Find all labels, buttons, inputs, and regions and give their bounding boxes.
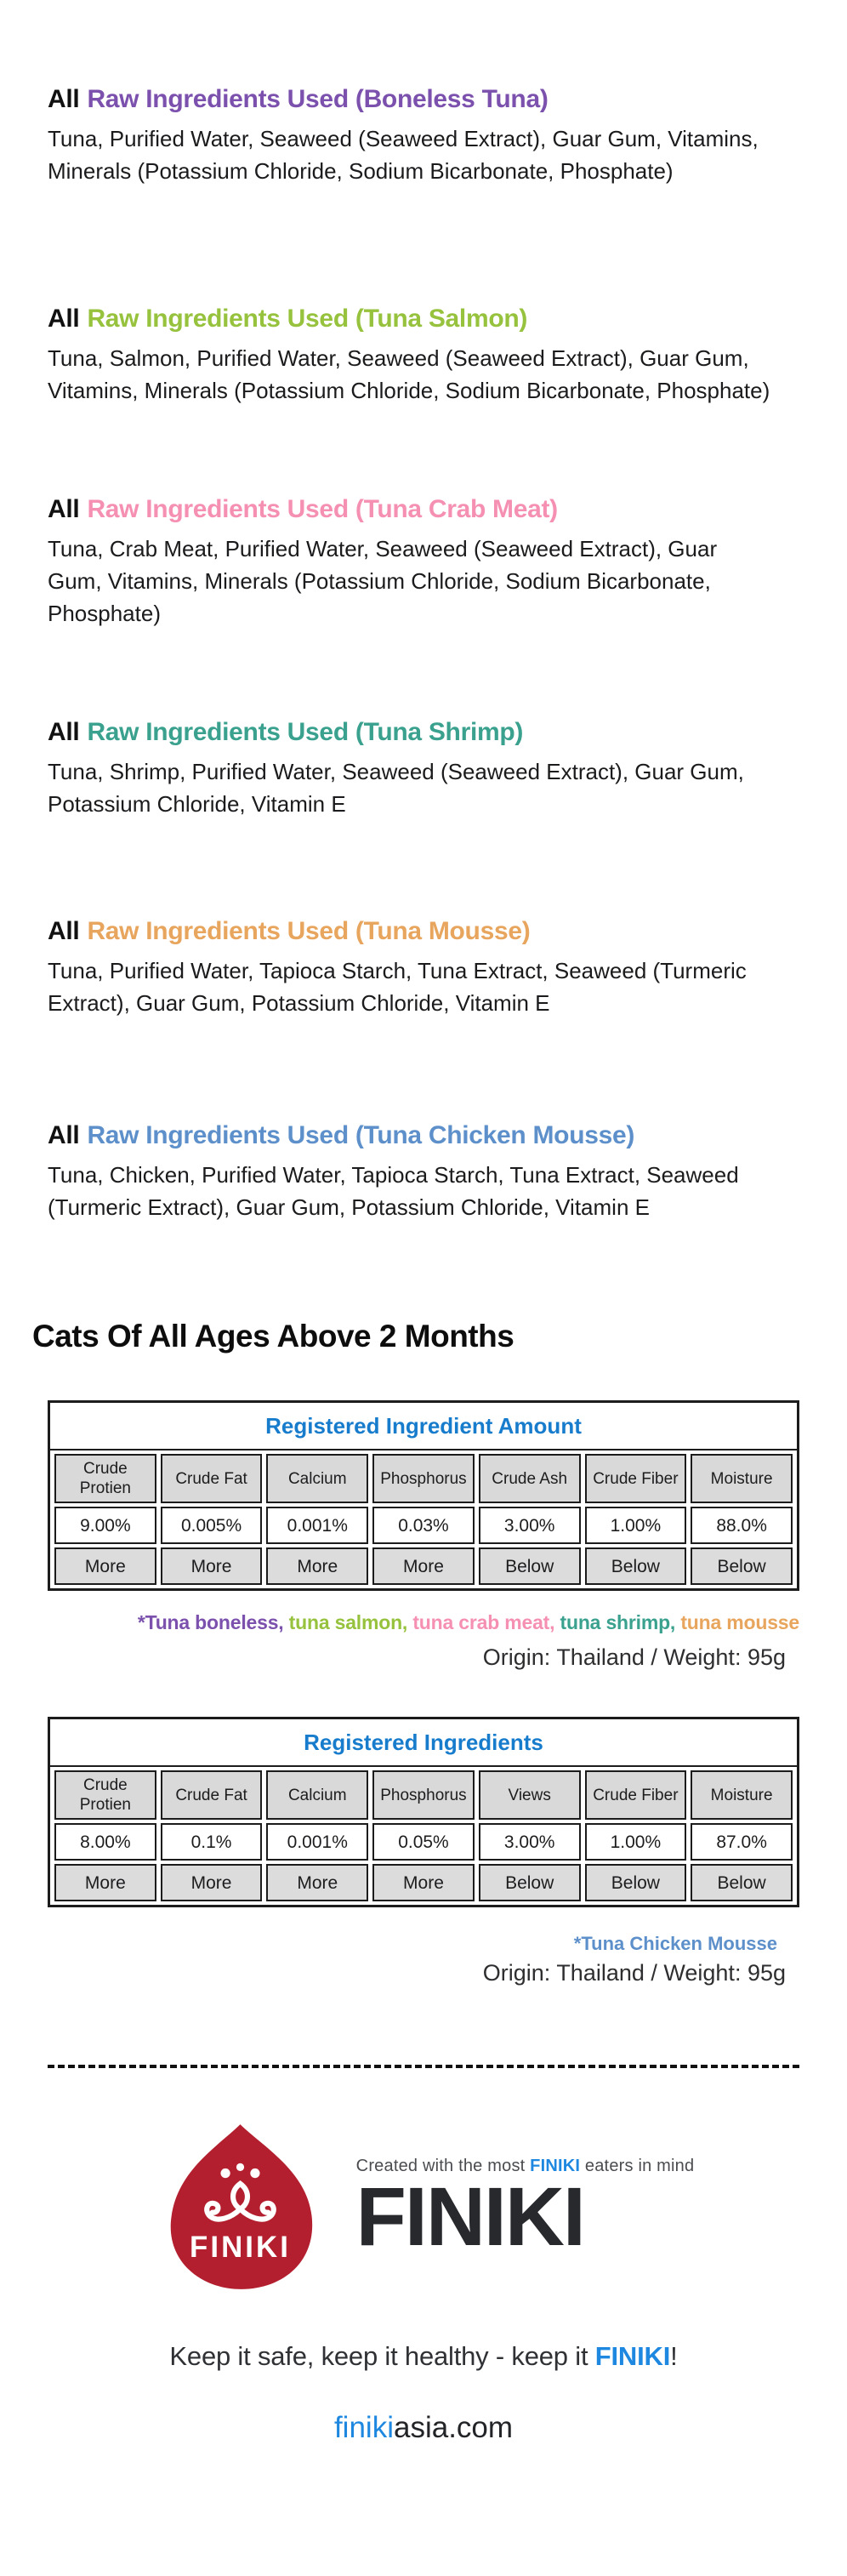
flavour-crab-meat: tuna crab meat, <box>412 1611 560 1633</box>
section-heading-prefix: All <box>48 1121 80 1149</box>
qualifier-cell: Below <box>585 1547 687 1585</box>
registered-ingredient-amount-table <box>48 1400 799 1591</box>
section-heading-title: Raw Ingredients Used (Tuna Chicken Mousse) <box>87 1121 635 1149</box>
chicken-mousse-footnote: *Tuna Chicken Mousse <box>573 1933 777 1954</box>
value-cell: 0.05% <box>372 1823 475 1861</box>
dashed-divider <box>48 2065 799 2068</box>
header-cell: Calcium <box>266 1454 368 1503</box>
value-cell: 8.00% <box>54 1823 156 1861</box>
qualifier-cell: Below <box>691 1547 793 1585</box>
value-cell: 0.001% <box>266 1507 368 1544</box>
table-grid <box>50 1767 797 1905</box>
value-cell: 1.00% <box>585 1823 687 1861</box>
section-heading-title: Raw Ingredients Used (Tuna Mousse) <box>87 917 531 945</box>
ingredients-text: Tuna, Salmon, Purified Water, Seaweed (Seaweed Extract), Guar Gum, Vitamins, Minerals (Potassium Chloride, Sodium Bicarbonate, Phosphate) <box>48 345 770 403</box>
table-title: Registered Ingredient Amount <box>50 1403 797 1450</box>
ingredients-text: Tuna, Purified Water, Tapioca Starch, Tuna Extract, Seaweed (Turmeric Extract), Guar Gum, Potassium Chloride, Vitamin E <box>48 958 747 1016</box>
section-tuna-chicken-mousse <box>48 1121 799 1223</box>
section-tuna-shrimp <box>48 718 799 820</box>
header-cell: Moisture <box>691 1770 793 1820</box>
logo-blob-shape <box>153 2119 327 2294</box>
brand-wordmark-block <box>355 2157 695 2263</box>
flavour-mousse: tuna mousse <box>680 1611 799 1633</box>
section-heading <box>48 85 799 114</box>
header-cell: Crude Fiber <box>585 1454 687 1503</box>
flavour-footnote <box>48 1611 799 1634</box>
section-heading-prefix: All <box>48 85 80 113</box>
value-cell: 3.00% <box>479 1823 581 1861</box>
brand-wordmark: FINIKI <box>355 2170 584 2263</box>
table-header-row <box>54 1454 793 1503</box>
header-cell: Views <box>479 1770 581 1820</box>
value-cell: 3.00% <box>479 1507 581 1544</box>
section-heading-title: Raw Ingredients Used (Boneless Tuna) <box>87 85 549 113</box>
header-cell: Calcium <box>266 1770 368 1820</box>
flavour-shrimp: tuna shrimp, <box>560 1611 681 1633</box>
section-heading <box>48 495 799 524</box>
origin-weight-line: Origin: Thailand / Weight: 95g <box>482 1960 786 1986</box>
section-heading-prefix: All <box>48 917 80 945</box>
tagline-pre: Created with the most <box>355 2157 531 2175</box>
flavour-salmon: tuna salmon, <box>288 1611 413 1633</box>
section-heading-title: Raw Ingredients Used (Tuna Shrimp) <box>87 718 524 746</box>
header-cell: Crude Protien <box>54 1454 156 1503</box>
slogan-post: ! <box>670 2341 678 2371</box>
flavour-boneless: *Tuna boneless, <box>137 1611 289 1633</box>
header-cell: Crude Fat <box>161 1770 263 1820</box>
section-heading <box>48 718 799 747</box>
qualifier-cell: More <box>161 1864 263 1901</box>
value-cell: 87.0% <box>691 1823 793 1861</box>
section-boneless-tuna <box>48 85 799 187</box>
value-cell: 88.0% <box>691 1507 793 1544</box>
section-heading-prefix: All <box>48 718 80 746</box>
header-cell: Crude Fat <box>161 1454 263 1503</box>
section-tuna-crab-meat <box>48 495 799 630</box>
section-heading-title: Raw Ingredients Used (Tuna Salmon) <box>87 305 528 333</box>
section-heading <box>48 917 799 946</box>
header-cell: Phosphorus <box>372 1770 475 1820</box>
qualifier-cell: More <box>372 1547 475 1585</box>
ingredients-text: Tuna, Chicken, Purified Water, Tapioca Starch, Tuna Extract, Seaweed (Turmeric Extract), Guar Gum, Potassium Chloride, Vitamin E <box>48 1162 739 1220</box>
finiki-logo-badge <box>153 2119 327 2294</box>
table-qualifier-row <box>54 1864 793 1901</box>
brand-slogan <box>48 2341 799 2372</box>
website-rest: asia.com <box>393 2411 514 2444</box>
slogan-pre: Keep it safe, keep it healthy - keep it <box>169 2341 595 2371</box>
table-qualifier-row <box>54 1547 793 1585</box>
qualifier-cell: More <box>54 1547 156 1585</box>
registered-ingredients-table <box>48 1717 799 1907</box>
section-heading <box>48 1121 799 1150</box>
brand-logo-block <box>48 2119 799 2294</box>
table-value-row <box>54 1507 793 1544</box>
section-heading-title: Raw Ingredients Used (Tuna Crab Meat) <box>87 495 558 523</box>
qualifier-cell: Below <box>585 1864 687 1901</box>
section-heading-prefix: All <box>48 495 80 523</box>
ingredients-text: Tuna, Purified Water, Seaweed (Seaweed Extract), Guar Gum, Vitamins, Minerals (Potassium Chloride, Sodium Bicarbonate, Phosphate) <box>48 126 759 184</box>
header-cell: Crude Fiber <box>585 1770 687 1820</box>
logo-badge-text: FINIKI <box>189 2230 291 2264</box>
section-heading <box>48 305 799 333</box>
website-url <box>48 2411 799 2445</box>
header-cell: Phosphorus <box>372 1454 475 1503</box>
qualifier-cell: Below <box>691 1864 793 1901</box>
qualifier-cell: More <box>54 1864 156 1901</box>
table-value-row <box>54 1823 793 1861</box>
qualifier-cell: More <box>161 1547 263 1585</box>
value-cell: 1.00% <box>585 1507 687 1544</box>
table-title: Registered Ingredients <box>50 1719 797 1767</box>
header-cell: Crude Ash <box>479 1454 581 1503</box>
value-cell: 0.005% <box>161 1507 263 1544</box>
table-grid <box>50 1450 797 1588</box>
origin-weight-line: Origin: Thailand / Weight: 95g <box>482 1644 786 1670</box>
qualifier-cell: Below <box>479 1864 581 1901</box>
tagline-brand: FINIKI <box>530 2157 581 2175</box>
value-cell: 0.001% <box>266 1823 368 1861</box>
ingredients-text: Tuna, Shrimp, Purified Water, Seaweed (Seaweed Extract), Guar Gum, Potassium Chloride, Vitamin E <box>48 759 744 817</box>
section-tuna-salmon <box>48 305 799 407</box>
header-cell: Crude Protien <box>54 1770 156 1820</box>
tagline-post: eaters in mind <box>580 2157 695 2175</box>
value-cell: 0.1% <box>161 1823 263 1861</box>
value-cell: 9.00% <box>54 1507 156 1544</box>
qualifier-cell: More <box>266 1547 368 1585</box>
section-heading-prefix: All <box>48 305 80 333</box>
table-header-row <box>54 1770 793 1820</box>
qualifier-cell: More <box>372 1864 475 1901</box>
qualifier-cell: Below <box>479 1547 581 1585</box>
ingredients-text: Tuna, Crab Meat, Purified Water, Seaweed (Seaweed Extract), Guar Gum, Vitamins, Minerals (Potassium Chloride, Sodium Bicarbonate, Phosphate) <box>48 536 718 626</box>
age-heading: Cats Of All Ages Above 2 Months <box>32 1319 514 1354</box>
slogan-brand: FINIKI <box>594 2341 671 2371</box>
qualifier-cell: More <box>266 1864 368 1901</box>
header-cell: Moisture <box>691 1454 793 1503</box>
value-cell: 0.03% <box>372 1507 475 1544</box>
section-tuna-mousse <box>48 917 799 1019</box>
website-brand: finiki <box>333 2411 394 2444</box>
